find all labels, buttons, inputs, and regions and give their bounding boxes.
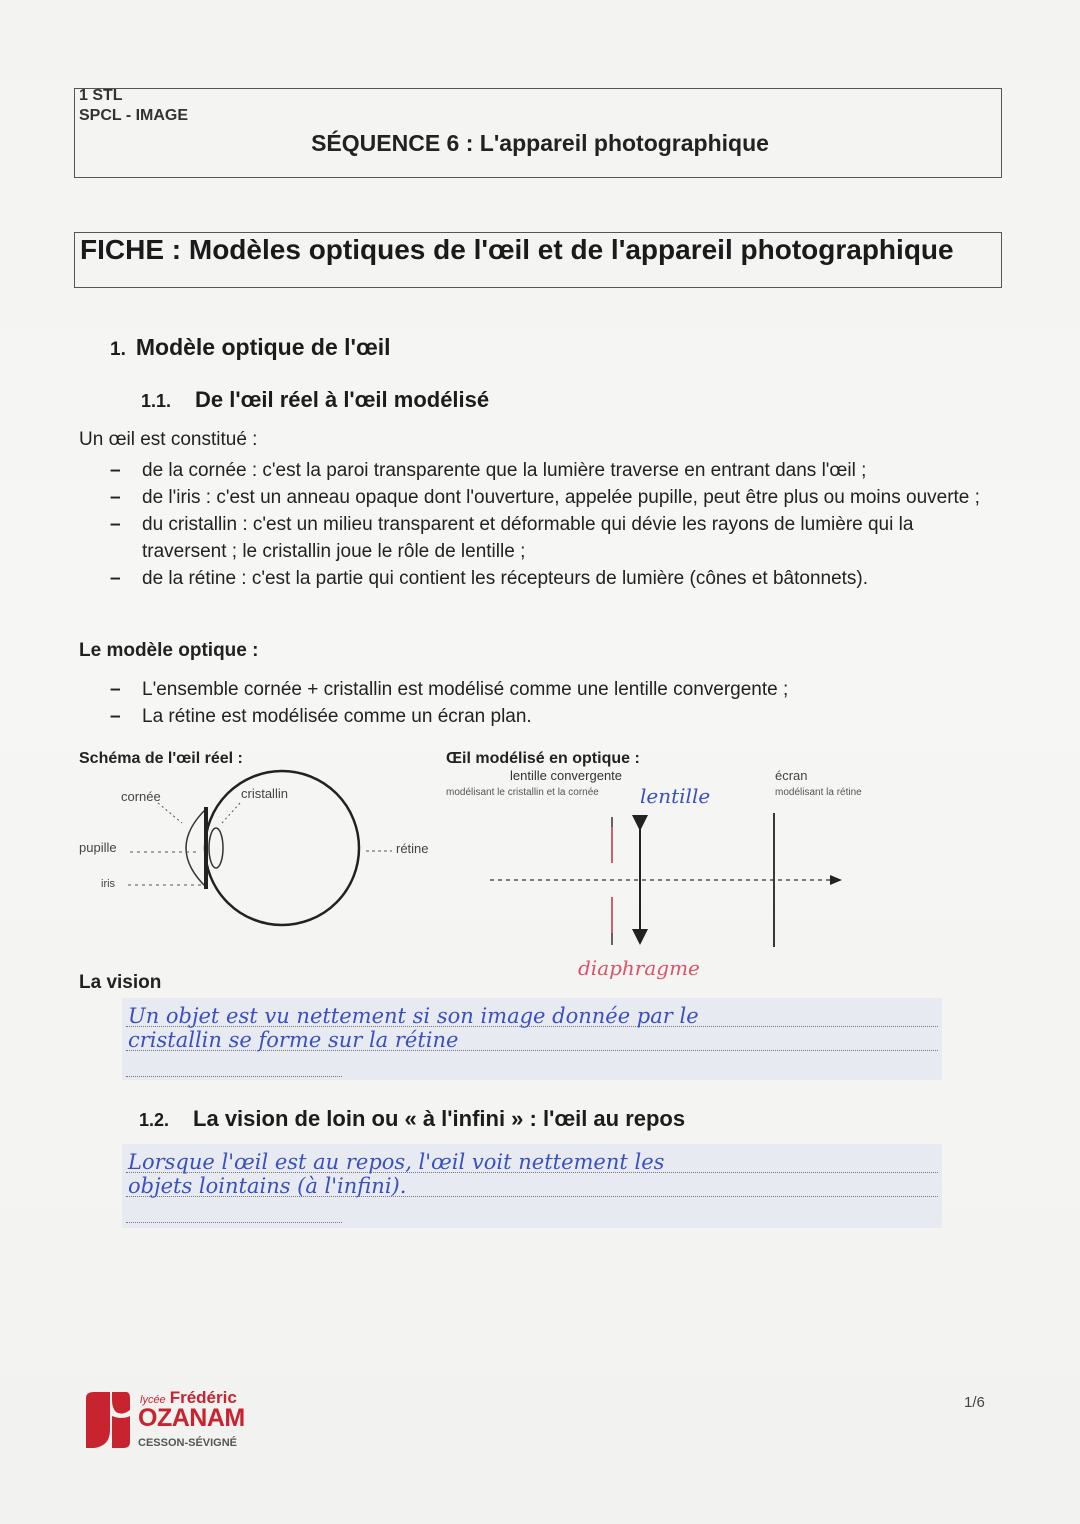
converging-lens-note: modélisant le cristallin et la cornée — [446, 787, 599, 798]
school-city: CESSON-SÉVIGNÉ — [138, 1437, 238, 1449]
vision-answer-line-2: cristallin se forme sur la rétine — [128, 1028, 459, 1052]
eye-parts-list — [110, 457, 990, 592]
screen-label: écran — [775, 768, 808, 783]
school-prefix: lycée — [140, 1394, 166, 1406]
class-label — [79, 86, 188, 126]
section-1-2-number: 1.2. — [139, 1110, 170, 1130]
model-list — [110, 676, 990, 730]
list-item: – La rétine est modélisée comme un écran plan. — [110, 703, 990, 730]
crystalline-lens-shape — [209, 828, 223, 868]
list-item: – du cristallin : c'est un milieu transparent et déformable qui dévie les rayons de lumière qui la traversent ; le cristallin joue le rôle de lentille ; — [110, 511, 990, 565]
axis-arrowhead — [830, 875, 842, 885]
model-eye-diagram — [480, 805, 860, 955]
screen-note: modélisant la rétine — [775, 787, 862, 798]
page-number: 1/6 — [964, 1394, 985, 1411]
rest-answer-line-1: Lorsque l'œil est au repos, l'œil voit nettement les — [128, 1150, 665, 1174]
section-1-1-heading — [141, 387, 489, 413]
section-1-number: 1. — [110, 339, 126, 360]
model-heading: Le modèle optique : — [79, 640, 259, 661]
label-cornea: cornée — [121, 789, 161, 804]
list-item: – de l'iris : c'est un anneau opaque dont l'ouverture, appelée pupille, peut être plus ou moins ouverte ; — [110, 484, 990, 511]
sequence-title: SÉQUENCE 6 : L'appareil photographique — [311, 130, 769, 156]
converging-lens-label: lentille convergente — [510, 768, 623, 783]
label-iris: iris — [101, 878, 116, 890]
label-lens: cristallin — [241, 786, 288, 801]
dotted-line — [126, 1076, 342, 1077]
section-1-heading — [110, 334, 391, 361]
cornea-pointer — [158, 803, 182, 823]
lens-pointer — [222, 803, 240, 823]
class-line-1: 1 STL — [79, 87, 123, 104]
vision-answer-line-1: Un objet est vu nettement si son image donnée par le — [128, 1004, 699, 1028]
model-eye-title: Œil modélisé en optique : — [446, 750, 640, 767]
label-pupil: pupille — [79, 840, 117, 855]
rest-answer-line-2: objets lointains (à l'infini). — [128, 1174, 407, 1198]
fiche-title: FICHE : Modèles optiques de l'œil et de l'appareil photographique — [80, 234, 954, 265]
dotted-line — [126, 1222, 342, 1223]
school-first-name: Frédéric — [169, 1388, 237, 1407]
school-logo-icon — [82, 1390, 132, 1450]
eye-intro: Un œil est constitué : — [79, 429, 258, 450]
section-1-title: Modèle optique de l'œil — [135, 334, 391, 360]
school-name-line-2: OZANAM — [138, 1404, 245, 1432]
list-item: – L'ensemble cornée + cristallin est modélisé comme une lentille convergente ; — [110, 676, 990, 703]
real-eye-title: Schéma de l'œil réel : — [79, 750, 243, 767]
lens-handwritten-label: lentille — [640, 784, 711, 808]
diaphragm-handwritten-label: diaphragme — [578, 956, 700, 980]
list-item: – de la cornée : c'est la paroi transparente que la lumière traverse en entrant dans l'œil ; — [110, 457, 990, 484]
section-1-1-number: 1.1. — [141, 391, 172, 411]
list-item: – de la rétine : c'est la partie qui contient les récepteurs de lumière (cônes et bâtonnets). — [110, 565, 990, 592]
label-retina: rétine — [396, 841, 429, 856]
section-1-1-title: De l'œil réel à l'œil modélisé — [195, 387, 490, 412]
class-line-2: SPCL - IMAGE — [79, 107, 189, 124]
section-1-2-heading — [139, 1106, 685, 1132]
section-1-2-title: La vision de loin ou « à l'infini » : l'œil au repos — [193, 1106, 686, 1131]
vision-heading: La vision — [79, 972, 162, 993]
